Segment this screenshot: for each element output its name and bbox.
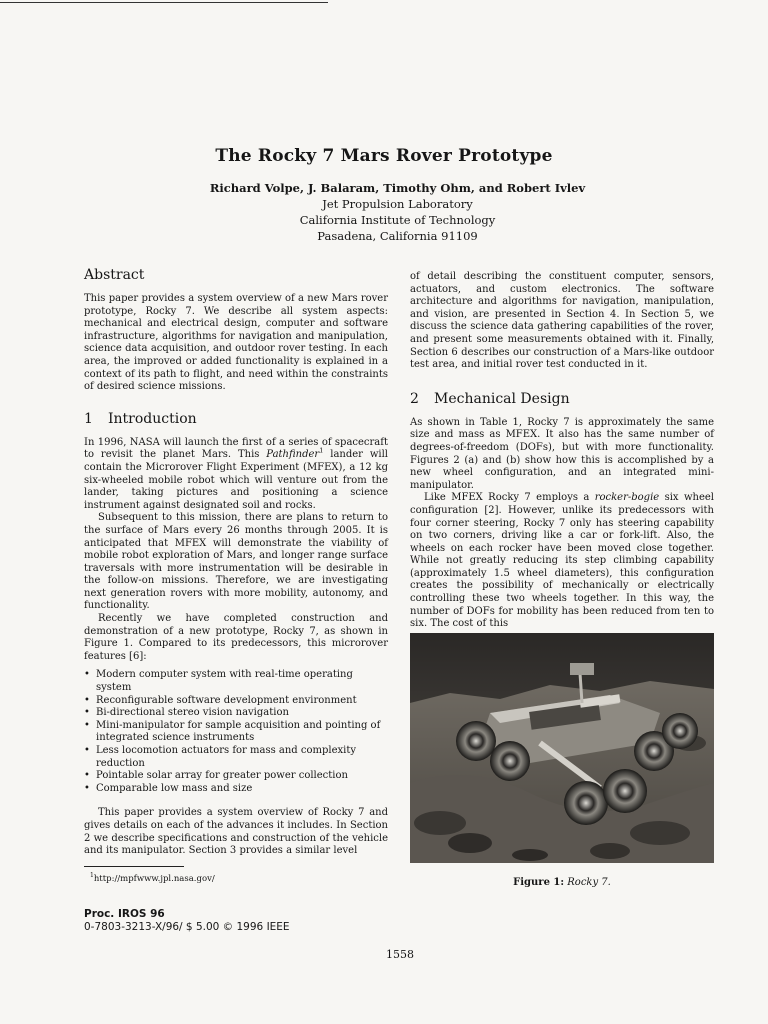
emphasis-pathfinder: Pathfinder — [266, 449, 320, 461]
section-title: Introduction — [108, 410, 197, 427]
affiliation-line: Pasadena, California 91109 — [317, 229, 478, 243]
affiliation-line: California Institute of Technology — [299, 213, 496, 227]
footnote-number: 1 — [90, 871, 94, 879]
section-number: 2 — [410, 390, 419, 407]
proceedings-info — [84, 908, 290, 934]
intro-paragraph: This paper provides a system overview of Rocky 7 and gives details on each of the advances it includes. In Section 2 we describe specifications and construction of the vehicle and its manipulator. Section 3 provides a similar level — [84, 807, 388, 857]
author-names: Richard Volpe, J. Balaram, Timothy Ohm, and Robert Ivlev — [209, 181, 586, 195]
figure-caption — [410, 877, 714, 888]
abstract-text: This paper provides a system overview of a new Mars rover prototype, Rocky 7. We describe all system aspects: mechanical and electrical design, computer and software infrastructure, algorithms for navigation and manipulation, science data acquisition, and outdoor rover testing. In each area, the improved or added functionality is explained in a context of its path to flight, and need within the constraints of desired science missions. — [84, 293, 388, 393]
left-column — [84, 266, 388, 885]
figure-label: Figure 1: — [513, 877, 565, 888]
list-item: • Less locomotion actuators for mass and complexity reduction — [84, 745, 388, 770]
figure-caption-text: Rocky 7. — [567, 877, 611, 888]
affiliation-line: Jet Propulsion Laboratory — [322, 197, 473, 211]
text-run: six wheel configuration [2]. However, unlike its predecessors with four corner steering, Rocky 7 only has steering capability on two corners, driving like a car or fork-lift. Also, the wheels on each rocker have been moved close together. While not greatly reducing its step climbing capability (approximately 1.5 wheel diameters), this configuration creates the possibility of mechanically or electrically controlling these two wheels together. In this way, the number of DOFs for mobility has been reduced from ten to six. The cost of this — [410, 492, 714, 630]
footnote — [84, 870, 388, 885]
author-block — [0, 180, 768, 244]
intro-paragraph: Subsequent to this mission, there are plans to return to the surface of Mars every 26 months through 2005. It is anticipated that MFEX will demonstrate the viability of mobile robot exploration of Mars, and longer range surface traversals with more instrumentation will be desirable in the follow-on missions. Therefore, we are investigating next generation rovers with more mobility, autonomy, and functionality. — [84, 512, 388, 612]
feature-list — [84, 669, 388, 795]
proceedings-name: Proc. IROS 96 — [84, 908, 165, 920]
rover-photo — [410, 633, 714, 863]
continued-paragraph: of detail describing the constituent computer, sensors, actuators, and custom electronics. The software architecture and algorithms for navigation, manipulation, and vision, are presented in Section 4. In Section 5, we discuss the science data gathering capabilities of the rover, and present some measurements obtained with it. Finally, Section 6 describes our construction of a Mars-like outdoor test area, and initial rover test conducted in it. — [410, 271, 714, 371]
list-item: • Reconfigurable software development environment — [84, 695, 388, 708]
header-rule — [0, 2, 328, 3]
list-item: • Mini-manipulator for sample acquisition and pointing of integrated science instruments — [84, 720, 388, 745]
abstract-heading: Abstract — [84, 267, 145, 283]
list-item: • Bi-directional stereo vision navigation — [84, 707, 388, 720]
list-item: • Modern computer system with real-time operating system — [84, 669, 388, 694]
rover-photo-drawing — [410, 633, 714, 863]
isbn-line: 0-7803-3213-X/96/ $ 5.00 © 1996 IEEE — [84, 921, 290, 933]
list-item: • Pointable solar array for greater power collection — [84, 770, 388, 783]
mechanical-paragraph — [410, 492, 714, 631]
intro-paragraph: Recently we have completed construction and demonstration of a new prototype, Rocky 7, as shown in Figure 1. Compared to its predecessors, this microrover features [6]: — [84, 613, 388, 662]
section-number: 1 — [84, 410, 93, 427]
list-item: • Comparable low mass and size — [84, 783, 388, 796]
section-heading-mechanical — [410, 390, 714, 408]
text-run: Like MFEX Rocky 7 employs a — [424, 492, 595, 504]
footnote-marker: 1 — [319, 447, 324, 456]
text-run: lander will contain the Microrover Flight Experiment (MFEX), a 12 kg six-wheeled mobile robot which will venture out from the lander, taking pictures and positioning a science instrument against designated soil and rocks. — [84, 449, 388, 511]
paper-title: The Rocky 7 Mars Rover Prototype — [215, 146, 553, 166]
mechanical-paragraph: As shown in Table 1, Rocky 7 is approximately the same size and mass as MFEX. It also has the same number of degrees-of-freedom (DOFs), but with more functionality. Figures 2 (a) and (b) show how this is accomplished by a new wheel configuration, and an integrated mini-manipulator. — [410, 416, 714, 491]
section-heading-introduction — [84, 410, 388, 428]
intro-paragraph — [84, 437, 388, 513]
page-number: 1558 — [386, 948, 414, 961]
footnote-url: http://mpfwww.jpl.nasa.gov/ — [93, 873, 215, 884]
section-title: Mechanical Design — [434, 390, 570, 407]
right-column — [410, 271, 714, 631]
emphasis-rocker-bogie: rocker-bogie — [594, 492, 660, 504]
text-run: In 1996, NASA will launch the first of a series of spacecraft to revisit the planet Mars. This — [84, 436, 388, 461]
footnote-rule — [84, 866, 184, 867]
